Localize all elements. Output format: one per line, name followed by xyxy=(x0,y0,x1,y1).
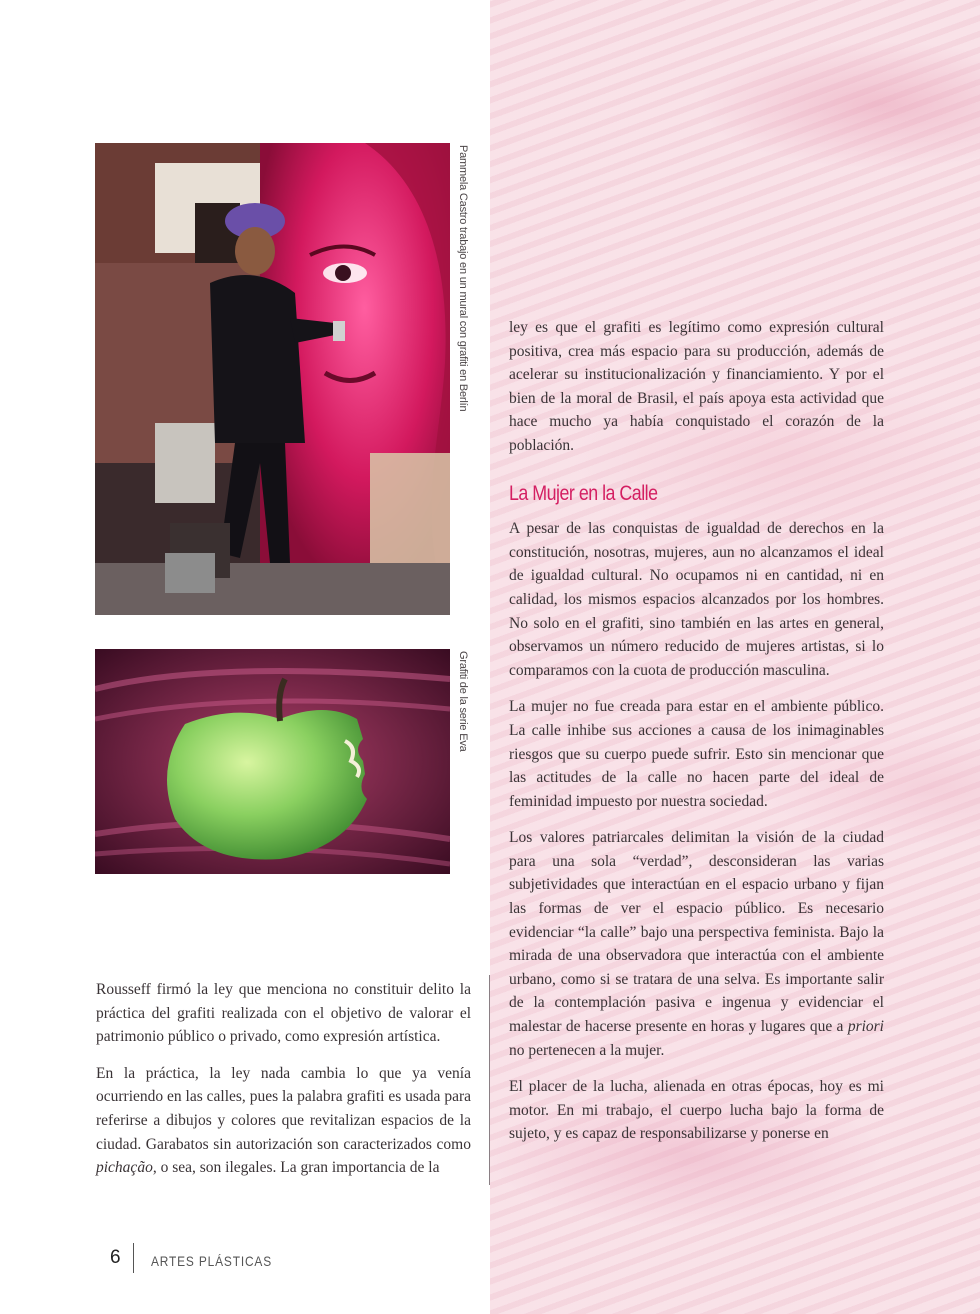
right-paragraph-2: La mujer no fue creada para estar en el ambiente público. La calle inhibe sus acciones a causa de los inimaginables riesgos que su cuerpo puede sufrir. Esto sin mencionar que las actitudes de la calle no hacen parte del ideal de feminidad impuesto por nuestra sociedad. xyxy=(509,698,884,810)
footer-separator xyxy=(133,1243,134,1273)
section-name: ARTES PLÁSTICAS xyxy=(151,1253,272,1269)
left-column xyxy=(96,978,471,1193)
column-divider xyxy=(489,975,490,1185)
right-paragraph-3: Los valores patriarcales delimitan la visión de la ciudad para una sola “verdad”, desconsideran las varias subjetividades que interactúan en el espacio urbano y fijan las formas de ver el espacio público. Es necesario evidenciar “la calle” bajo una perspectiva feminista. Bajo la mirada de una observadora que interactúa con el ambiente urbano, como si se tratara de una selva. Es importante salir de la contemplación pasiva e ingenua y evidenciar el malestar de hacerse presente en horas y lugares que a priori no pertenecen a la mujer. xyxy=(509,829,884,1059)
section-heading: La Mujer en la Calle xyxy=(509,481,658,505)
photo-apple-graffiti xyxy=(95,649,450,874)
right-paragraph-1: A pesar de las conquistas de igualdad de derechos en la constitución, nosotras, mujeres, aun no alcanzamos el ideal de igualdad cultural. No ocupamos ni en cantidad, ni en calidad, los mismos espacios alcanzados por los hombres. No solo en el grafiti, sino también en las artes en general, observamos un número reducido de mujeres artistas, si lo comparamos con la cuota de producción masculina. xyxy=(509,520,884,679)
page-number: 6 xyxy=(110,1247,121,1268)
photo2-caption: Grafiti de la serie Eva xyxy=(457,651,469,752)
left-paragraph-2: En la práctica, la ley nada cambia lo que ya venía ocurriendo en las calles, pues la palabra grafiti es usada para referirse a dibujos y colores que revitalizan espacios de la ciudad. Garabatos sin autorización son caracterizados como pichação, o sea, son ilegales. La gran importancia de la xyxy=(96,1064,471,1177)
right-paragraph-4: El placer de la lucha, alienada en otras épocas, hoy es mi motor. En mi trabajo, el cuerpo lucha bajo la forma de sujeto, y es capaz de responsabilizarse y ponerse en xyxy=(509,1078,884,1143)
photo1-caption: Pammela Castro trabajo en un mural con grafiti en Berlín xyxy=(457,145,469,412)
right-paragraph-0: ley es que el grafiti es legítimo como expresión cultural positiva, crea más espacio para su producción, además de acelerar su institucionalización y financiamiento. Y por el bien de la moral de Brasil, el país apoya esta actividad que hace mucho ya había conquistado el corazón de la población. xyxy=(509,319,884,454)
photo-muralist xyxy=(95,143,450,615)
left-paragraph-1: Rousseff firmó la ley que menciona no constituir delito la práctica del grafiti realizada con el objetivo de valorar el patrimonio público o privado, como expresión artística. xyxy=(96,981,471,1046)
right-column xyxy=(509,316,884,1159)
